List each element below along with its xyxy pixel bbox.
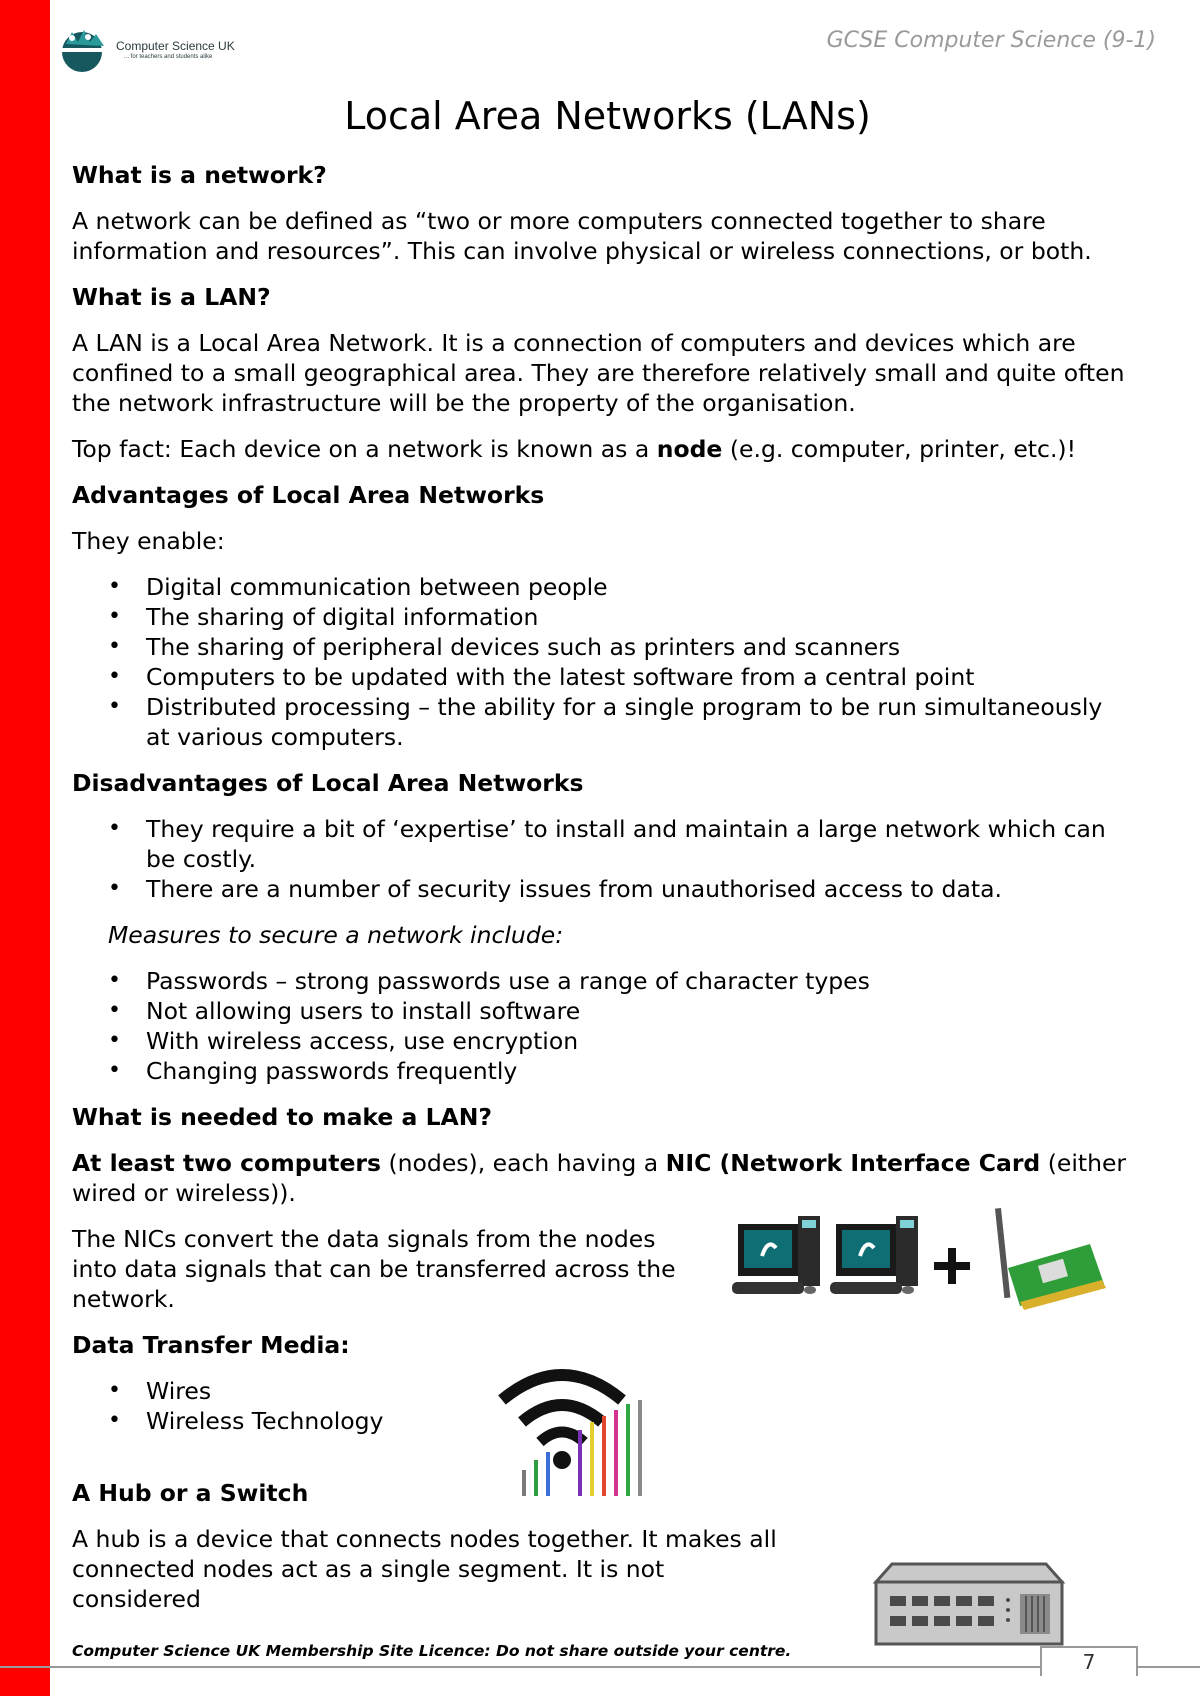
top-fact [72,434,1132,464]
advantages-list [72,572,1132,752]
nic-row [72,1224,1132,1314]
list-item: • Passwords – strong passwords use a range of character types [146,966,1132,996]
list-item: • Distributed processing – the ability for a single program to be run simultaneously at various computers. [146,692,1132,752]
media-row [72,1376,1132,1436]
hub-body: A hub is a device that connects nodes together. It makes all connected nodes act as a single segment. It is not considered [72,1525,777,1613]
list-item: • With wireless access, use encryption [146,1026,1132,1056]
disadvantages-list [72,814,1132,904]
content [72,160,1132,1630]
lan-body: A LAN is a Local Area Network. It is a connection of computers and devices which are confined to a small geographical area. They are therefore relatively small and quite often the network infrastructure will be the property of the organisation. [72,329,1125,417]
list-item: • They require a bit of ‘expertise’ to install and maintain a large network which can be costly. [146,814,1132,874]
top-fact-pre: Top fact: Each device on a network is known as a [72,435,657,463]
list-item: • There are a number of security issues from unauthorised access to data. [146,874,1132,904]
hub-device-icon [870,1560,1070,1648]
list-item: • Changing passwords frequently [146,1056,1132,1086]
needed-end: (either wired or wireless)). [72,1149,1127,1207]
top-fact-post: (e.g. computer, printer, etc.)! [722,435,1076,463]
measures-intro: Measures to secure a network include: [108,921,564,949]
course-header: GCSE Computer Science (9-1) [826,28,1156,53]
list-item: • The sharing of peripheral devices such as printers and scanners [146,632,1132,662]
needed-mid: (nodes), each having a [381,1149,666,1177]
logo [58,26,235,74]
needed-heading: What is needed to make a LAN? [72,1103,493,1131]
logo-name: Computer Science UK [116,39,235,53]
list-item: • Not allowing users to install software [146,996,1132,1026]
top-fact-bold: node [656,435,723,463]
network-heading: What is a network? [72,161,327,189]
list-item: • Digital communication between people [146,572,1132,602]
page-title: Local Area Networks (LANs) [344,94,871,138]
needed-bold-computers: At least two computers [72,1149,381,1177]
list-item: • Computers to be updated with the latest software from a central point [146,662,1132,692]
licence-note: Computer Science UK Membership Site Licence: Do not share outside your centre. [72,1642,792,1660]
footer-divider [0,1666,1200,1668]
advantages-heading: Advantages of Local Area Networks [72,481,545,509]
side-bar [0,0,50,1696]
lan-heading: What is a LAN? [72,283,271,311]
list-item: • Wireless Technology [146,1406,1132,1436]
nic-body: The NICs convert the data signals from the nodes into data signals that can be transferred across the network. [72,1225,676,1313]
page-number: 7 [1040,1646,1138,1676]
logo-tagline: ... for teachers and students alike [124,54,213,60]
network-body: A network can be defined as “two or more computers connected together to share information and resources”. This can involve physical or wireless connections, or both. [72,207,1092,265]
media-heading: Data Transfer Media: [72,1331,350,1359]
advantages-intro: They enable: [72,527,225,555]
hub-heading: A Hub or a Switch [72,1479,309,1507]
disadvantages-heading: Disadvantages of Local Area Networks [72,769,584,797]
list-item: • The sharing of digital information [146,602,1132,632]
measures-list [72,966,1132,1086]
list-item: • Wires [146,1376,1132,1406]
computers-plus-nic-icon [718,1206,1118,1316]
needed-bold-nic: NIC (Network Interface Card [665,1149,1041,1177]
needed-line [72,1148,1132,1208]
wifi-cables-icon [492,1360,662,1500]
logo-mark-icon [58,26,114,74]
